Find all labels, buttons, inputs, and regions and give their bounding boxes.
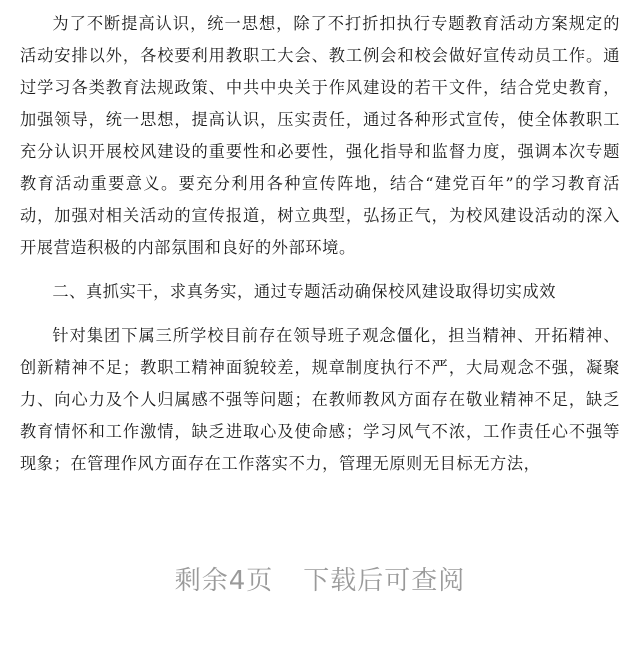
section-heading-2: 二、真抓实干，求真务实，通过专题活动确保校风建设取得切实成效 [52,282,557,301]
download-prompt-banner[interactable] [0,560,640,597]
remaining-pages-label: 剩余4页 [174,566,274,596]
document-body [20,8,620,480]
paragraph-1: 为了不断提高认识，统一思想，除了不打折扣执行专题教育活动方案规定的活动安排以外，各校要利用教职工大会、教工例会和校会做好宣传动员工作。通过学习各类教育法规政策、中共中央关于作风建设的若干文件，结合党史教育，加强领导，统一思想，提高认识，压实责任，通过各种形式宣传，使全体教职工充分认识开展校风建设的重要性和必要性，强化指导和监督力度，强调本次专题教育活动重要意义。要充分利用各种宣传阵地，结合“建党百年”的学习教育活动，加强对相关活动的宣传报道，树立典型，弘扬正气，为校风建设活动的深入开展营造积极的内部氛围和良好的外部环境。 [20,14,620,257]
paragraph-2: 针对集团下属三所学校目前存在领导班子观念僵化，担当精神、开拓精神、创新精神不足；教职工精神面貌较差，规章制度执行不严，大局观念不强，凝聚力、向心力及个人归属感不强等问题；在教师教风方面存在敬业精神不足，缺乏教育情怀和工作激情，缺乏进取心及使命感；学习风气不浓，工作责任心不强等现象；在管理作风方面存在工作落实不力，管理无原则无目标无方法， [20,326,620,473]
download-to-view-label: 下载后可查阅 [303,566,466,596]
